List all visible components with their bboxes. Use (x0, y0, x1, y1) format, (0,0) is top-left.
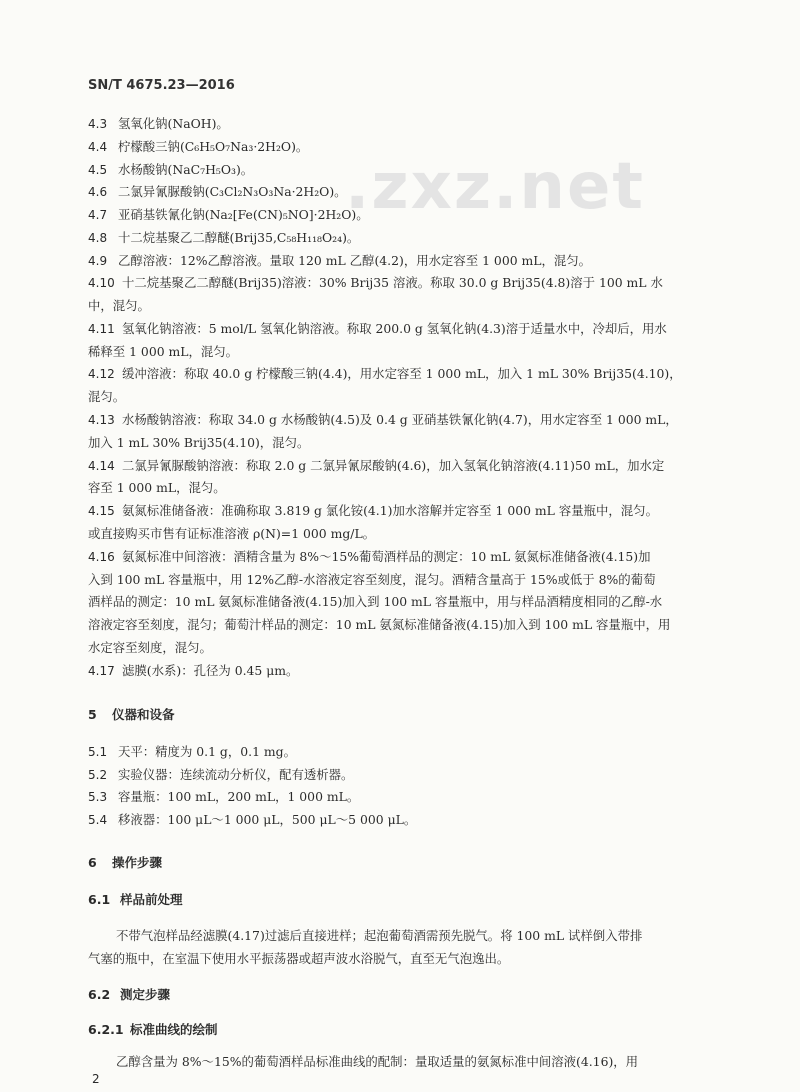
item-text: 亚硝基铁氰化钠(Na₂[Fe(CN)₅NO]·2H₂O)。 (118, 207, 369, 222)
item-number: 5.2 (88, 768, 108, 782)
item-continuation: 稀释至 1 000 mL，混匀。 (88, 344, 239, 359)
subsection-number: 6.1 (88, 892, 111, 907)
item-text: 氢氧化钠溶液：5 mol/L 氢氧化钠溶液。称取 200.0 g 氢氧化钠(4.3)溶于适量水中，冷却后，用水 (122, 321, 667, 336)
item-continuation: 酒样品的测定：10 mL 氨氮标准储备液(4.15)加入到 100 mL 容量瓶中，用与样品酒精度相同的乙醇-水 (88, 594, 663, 609)
paragraph-line: 不带气泡样品经滤膜(4.17)过滤后直接进样；起泡葡萄酒需预先脱气。将 100 mL 试样倒入带排 (116, 928, 643, 943)
list-item (88, 547, 651, 565)
list-item (88, 205, 369, 223)
item-text: 二氯异氰脲酸钠(C₃Cl₂N₃O₃Na·2H₂O)。 (118, 184, 347, 199)
subsection-heading (88, 1020, 218, 1038)
item-number: 4.7 (88, 208, 108, 222)
item-number: 4.12 (88, 367, 115, 381)
section-title: 仪器和设备 (112, 707, 175, 722)
item-continuation: 溶液定容至刻度，混匀；葡萄汁样品的测定：10 mL 氨氮标准储备液(4.15)加入到 100 mL 容量瓶中，用 (88, 617, 671, 632)
item-text: 水杨酸钠溶液：称取 34.0 g 水杨酸钠(4.5)及 0.4 g 亚硝基铁氰化钠(4.7)，用水定容至 1 000 mL， (122, 412, 678, 427)
item-text: 氢氧化钠(NaOH)。 (118, 116, 229, 131)
item-number: 4.3 (88, 117, 108, 131)
list-item (88, 456, 664, 474)
subsection-number: 6.2 (88, 987, 111, 1002)
item-text: 滤膜(水系)：孔径为 0.45 μm。 (122, 663, 299, 678)
item-text: 缓冲溶液：称取 40.0 g 柠檬酸三钠(4.4)，用水定容至 1 000 mL，加入 1 mL 30% Brij35(4.10)， (122, 366, 682, 381)
item-text: 氨氮标准中间溶液：酒精含量为 8%～15%葡萄酒样品的测定：10 mL 氨氮标准储备液(4.15)加 (122, 549, 651, 564)
subsection-number: 6.2.1 (88, 1022, 124, 1037)
list-item (88, 228, 359, 246)
list-item (88, 114, 229, 132)
list-item (88, 319, 667, 337)
item-number: 5.1 (88, 745, 108, 759)
standard-code-header: SN/T 4675.23—2016 (88, 78, 235, 93)
section-title: 操作步骤 (112, 855, 163, 870)
list-item (88, 182, 347, 200)
item-number: 4.4 (88, 140, 108, 154)
item-text: 柠檬酸三钠(C₆H₅O₇Na₃·2H₂O)。 (118, 139, 309, 154)
subsection-heading (88, 890, 183, 908)
list-item (88, 765, 353, 783)
paragraph-line: 气塞的瓶中，在室温下使用水平振荡器或超声波水浴脱气，直至无气泡逸出。 (88, 951, 510, 966)
item-number: 4.10 (88, 276, 115, 290)
item-number: 4.8 (88, 231, 108, 245)
item-text: 乙醇溶液：12%乙醇溶液。量取 120 mL 乙醇(4.2)，用水定容至 1 000 mL，混匀。 (118, 253, 592, 268)
item-text: 氨氮标准储备液：准确称取 3.819 g 氯化铵(4.1)加水溶解并定容至 1 000 mL 容量瓶中，混匀。 (122, 503, 658, 518)
item-continuation: 混匀。 (88, 389, 126, 404)
item-number: 5.4 (88, 813, 108, 827)
item-continuation: 入到 100 mL 容量瓶中，用 12%乙醇-水溶液定容至刻度，混匀。酒精含量高于 15%或低于 8%的葡萄 (88, 572, 656, 587)
item-continuation: 水定容至刻度，混匀。 (88, 640, 212, 655)
item-text: 容量瓶：100 mL，200 mL，1 000 mL。 (118, 789, 360, 804)
list-item (88, 787, 359, 805)
item-number: 4.13 (88, 413, 115, 427)
subsection-title: 标准曲线的绘制 (130, 1022, 218, 1037)
subsection-title: 测定步骤 (120, 987, 171, 1002)
list-item (88, 273, 663, 291)
section-heading (88, 853, 162, 871)
item-text: 天平：精度为 0.1 g，0.1 mg。 (118, 744, 296, 759)
section-number: 6 (88, 855, 97, 870)
item-continuation: 加入 1 mL 30% Brij35(4.10)，混匀。 (88, 435, 310, 450)
item-text: 移液器：100 μL～1 000 μL，500 μL～5 000 μL。 (118, 812, 417, 827)
item-text: 十二烷基聚乙二醇醚(Brij35)溶液：30% Brij35 溶液。称取 30.0 g Brij35(4.8)溶于 100 mL 水 (122, 275, 663, 290)
section-heading (88, 705, 175, 723)
item-text: 水杨酸钠(NaC₇H₅O₃)。 (118, 162, 254, 177)
item-continuation: 或直接购买市售有证标准溶液 ρ(N)=1 000 mg/L。 (88, 526, 376, 541)
list-item (88, 137, 308, 155)
item-number: 5.3 (88, 790, 108, 804)
item-number: 4.5 (88, 163, 108, 177)
item-continuation: 容至 1 000 mL，混匀。 (88, 480, 226, 495)
item-continuation: 中，混匀。 (88, 298, 150, 313)
paragraph-line: 乙醇含量为 8%～15%的葡萄酒样品标准曲线的配制：量取适量的氨氮标准中间溶液(4.16)，用 (116, 1054, 639, 1069)
item-number: 4.6 (88, 185, 108, 199)
item-text: 十二烷基聚乙二醇醚(Brij35,C₅₈H₁₁₈O₂₄)。 (118, 230, 360, 245)
list-item (88, 742, 296, 760)
list-item (88, 661, 298, 679)
list-item (88, 251, 591, 269)
page-number: 2 (92, 1072, 100, 1086)
list-item (88, 160, 253, 178)
item-number: 4.11 (88, 322, 115, 336)
section-number: 5 (88, 707, 97, 722)
list-item (88, 410, 678, 428)
item-number: 4.17 (88, 664, 115, 678)
item-number: 4.16 (88, 550, 115, 564)
item-text: 二氯异氰脲酸钠溶液：称取 2.0 g 二氯异氰尿酸钠(4.6)，加入氢氧化钠溶液(4.11)50 mL，加水定 (122, 458, 665, 473)
item-number: 4.9 (88, 254, 108, 268)
watermark: .zxz.net (345, 150, 645, 224)
item-text: 实验仪器：连续流动分析仪，配有透析器。 (118, 767, 354, 782)
subsection-title: 样品前处理 (120, 892, 183, 907)
item-number: 4.14 (88, 459, 115, 473)
list-item (88, 501, 658, 519)
item-number: 4.15 (88, 504, 115, 518)
list-item (88, 364, 682, 382)
list-item (88, 810, 416, 828)
subsection-heading (88, 985, 170, 1003)
